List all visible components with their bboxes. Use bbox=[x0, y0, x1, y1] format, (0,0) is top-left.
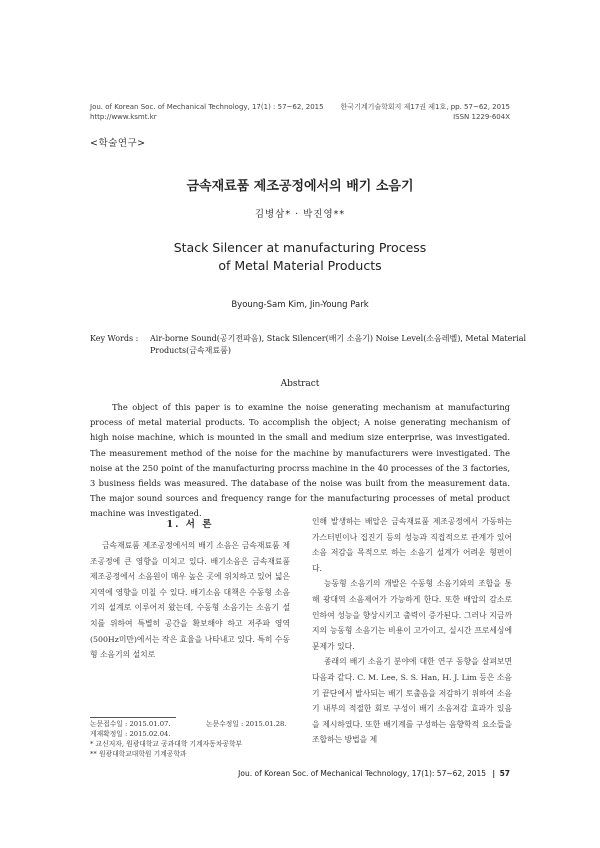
journal-url[interactable]: http://www.ksmt.kr bbox=[90, 113, 157, 121]
revised-date: 논문수정일 : 2015.01.28. bbox=[206, 720, 287, 728]
title-en-line2: of Metal Material Products bbox=[218, 258, 382, 273]
accepted-date: 게재확정일 : 2015.02.04. bbox=[90, 730, 171, 738]
keywords-label: Key Words : bbox=[90, 334, 139, 343]
paper-title-en bbox=[0, 239, 600, 275]
abstract-body bbox=[90, 400, 510, 522]
citation-line: Jou. of Korean Soc. of Mechanical Technology, 17(1) : 57~62, 2015 bbox=[90, 103, 324, 111]
intro-right-column bbox=[312, 514, 512, 748]
keywords-line2: Products(금속재료품) bbox=[150, 346, 231, 355]
second-author-affiliation: ** 원광대학교대학원 기계공학과 bbox=[90, 750, 187, 758]
footnote-rule bbox=[90, 717, 176, 718]
footer-separator: | bbox=[492, 769, 496, 778]
citation-line-ko: 한국기계기술학회지 제17권 제1호, pp. 57~62, 2015 bbox=[340, 103, 510, 111]
paper-title-ko: 금속재료품 제조공정에서의 배기 소음기 bbox=[186, 179, 414, 194]
intro-left-column bbox=[90, 538, 290, 663]
authors-en: Byoung-Sam Kim, Jin-Young Park bbox=[231, 300, 369, 310]
page-footer bbox=[238, 769, 510, 778]
page-number: 57 bbox=[499, 769, 510, 778]
keywords-line1: Air-borne Sound(공기전파음), Stack Silencer(배기 소음기) Noise Level(소음레벨), Metal Material bbox=[150, 334, 527, 343]
intro-paragraph-3: 능동형 소음기의 개발은 수동형 소음기와의 조합을 통해 광대역 소음제어가 가능하게 한다. 또한 배압의 감소로 인하여 성능을 향상시키고 출력이 증가된다. 그러나 지금까지의 능동형 소음기는 비용이 고가이고, 실시간 프로세싱에 문제가 있다. bbox=[312, 579, 512, 651]
intro-paragraph-4: 종래의 배기 소음기 분야에 대한 연구 동향을 살펴보면 다음과 같다. C. M. Lee, S. S. Han, H. J. Lim 등은 소음기 끝단에서 발사되는 배기 토출음을 저감하기 위하여 소음기 내부의 적절한 회로 구성이 배기 소음저감 효과가 있음을 제시하였다. 또한 배기계를 구성하는 음향학적 요소들을 조합하는 방법을 제 bbox=[312, 657, 512, 745]
corresponding-author-affiliation: * 교신저자, 원광대학교 공과대학 기계자동차공학부 bbox=[90, 740, 243, 748]
intro-paragraph-2: 인해 발생하는 배압은 금속재료품 제조공정에서 가동하는 가스터빈이나 집진기 등의 성능과 직접적으로 관계가 있어 소음 저감을 목적으로 하는 소음기 설계가 어려운 형편이다. bbox=[312, 517, 512, 573]
journal-citation-right bbox=[341, 102, 510, 122]
authors-ko: 김병삼* · 박진영** bbox=[254, 209, 346, 220]
intro-paragraph-1: 금속재료품 제조공정에서의 배기 소음은 금속재료품 제조공정에 큰 영향을 미치고 있다. 배기소음은 금속재료품 제조공정에서 소음원이 매우 높은 곳에 위치하고 있어 넓은 지역에 영향을 미칠 수 있다. 배기소음 대책은 수동형 소음기의 설계로 이루어져 왔는데, 수동형 소음기는 소음기 설치를 위하여 특별히 공간을 확보해야 하고 저주파 영역(500Hz미만)에서는 작은 효율을 나타내고 있다. 특히 수동형 소음기의 설치로 bbox=[90, 541, 290, 660]
footer-citation: Jou. of Korean Soc. of Mechanical Technology, 17(1): 57~62, 2015 bbox=[238, 769, 487, 778]
abstract-paragraph: The object of this paper is to examine the noise generating mechanism at manufacturing process of metal material products. To accomplish the object; A noise generating mechanism of high noise machine, which is mounted in the small and medium size enterprise, was investigated. The measurement method of the noise for the machine by manufacturers were investigated. The noise at the 250 point of the manufacturing procrss machine in the 40 processes of the 3 factories, 3 business fields was measured. The database of the noise was built from the measurement data. The major sound sources and frequency range for the manufacturing processes of metal product machine was investigated. bbox=[90, 402, 510, 519]
section-heading-introduction: 1. 서 론 bbox=[166, 519, 214, 530]
category-tag: <학술연구> bbox=[90, 138, 146, 149]
journal-citation-left bbox=[90, 102, 324, 122]
issn: ISSN 1229-604X bbox=[453, 113, 510, 121]
abstract-heading: Abstract bbox=[280, 379, 320, 389]
title-en-line1: Stack Silencer at manufacturing Process bbox=[173, 240, 427, 255]
received-date: 논문접수일 : 2015.01.07. bbox=[90, 720, 171, 728]
footnotes bbox=[90, 719, 300, 759]
